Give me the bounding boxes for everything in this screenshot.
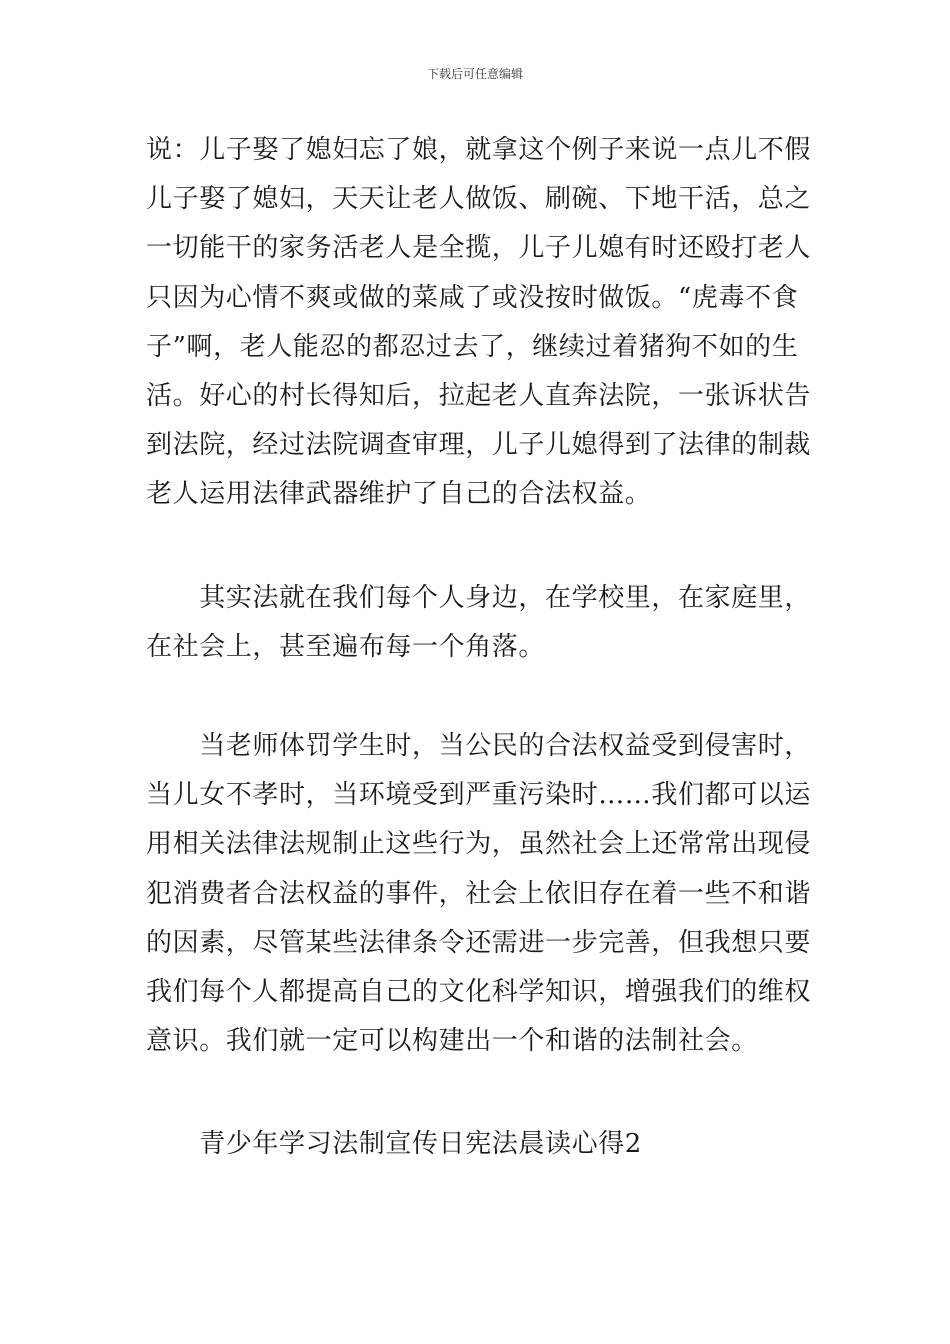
section-heading bbox=[146, 1120, 811, 1169]
text-line: 用相关法律法规制止这些行为，虽然社会上还常常出现侵 bbox=[146, 829, 812, 860]
text-line: 犯消费者合法权益的事件，社会上依旧存在着一些不和谐 bbox=[146, 878, 812, 909]
text-line: 到法院，经过法院调查审理，儿子儿媳得到了法律的制裁 bbox=[146, 430, 812, 461]
text-line: 只因为心情不爽或做的菜咸了或没按时做饭。“虎毒不食 bbox=[146, 282, 799, 313]
paragraph-law-everywhere bbox=[146, 574, 811, 672]
paragraph-story bbox=[146, 126, 811, 520]
text-line: 我们每个人都提高自己的文化科学知识，增强我们的维权 bbox=[146, 976, 812, 1007]
heading-line: 青少年学习法制宣传日宪法晨读心得2 bbox=[146, 1129, 642, 1159]
text-line: 意识。我们就一定可以构建出一个和谐的法制社会。 bbox=[146, 1026, 758, 1057]
page-header: 下载后可任意编辑 bbox=[426, 67, 523, 81]
text-line: 当儿女不孝时，当环境受到严重污染时……我们都可以运 bbox=[146, 780, 812, 811]
text-line: 的因素，尽管某些法律条令还需进一步完善，但我想只要 bbox=[146, 927, 812, 958]
text-line: 其实法就在我们每个人身边，在学校里，在家庭里， bbox=[146, 583, 812, 613]
text-line: 在社会上，甚至遍布每一个角落。 bbox=[146, 632, 546, 663]
paragraph-rights bbox=[146, 722, 811, 1066]
text-line: 老人运用法律武器维护了自己的合法权益。 bbox=[146, 479, 652, 510]
text-line: 一切能干的家务活老人是全揽，儿子儿媳有时还殴打老人 bbox=[146, 233, 812, 264]
text-line: 子”啊，老人能忍的都忍过去了，继续过着猪狗不如的生 bbox=[146, 331, 799, 362]
text-line: 说：儿子娶了媳妇忘了娘，就拿这个例子来说一点儿不假 bbox=[146, 135, 812, 165]
text-line: 活。好心的村长得知后，拉起老人直奔法院，一张诉状告 bbox=[146, 380, 812, 411]
text-line: 儿子娶了媳妇，天天让老人做饭、刷碗、下地干活，总之 bbox=[146, 184, 812, 215]
text-line: 当老师体罚学生时，当公民的合法权益受到侵害时， bbox=[146, 731, 812, 761]
